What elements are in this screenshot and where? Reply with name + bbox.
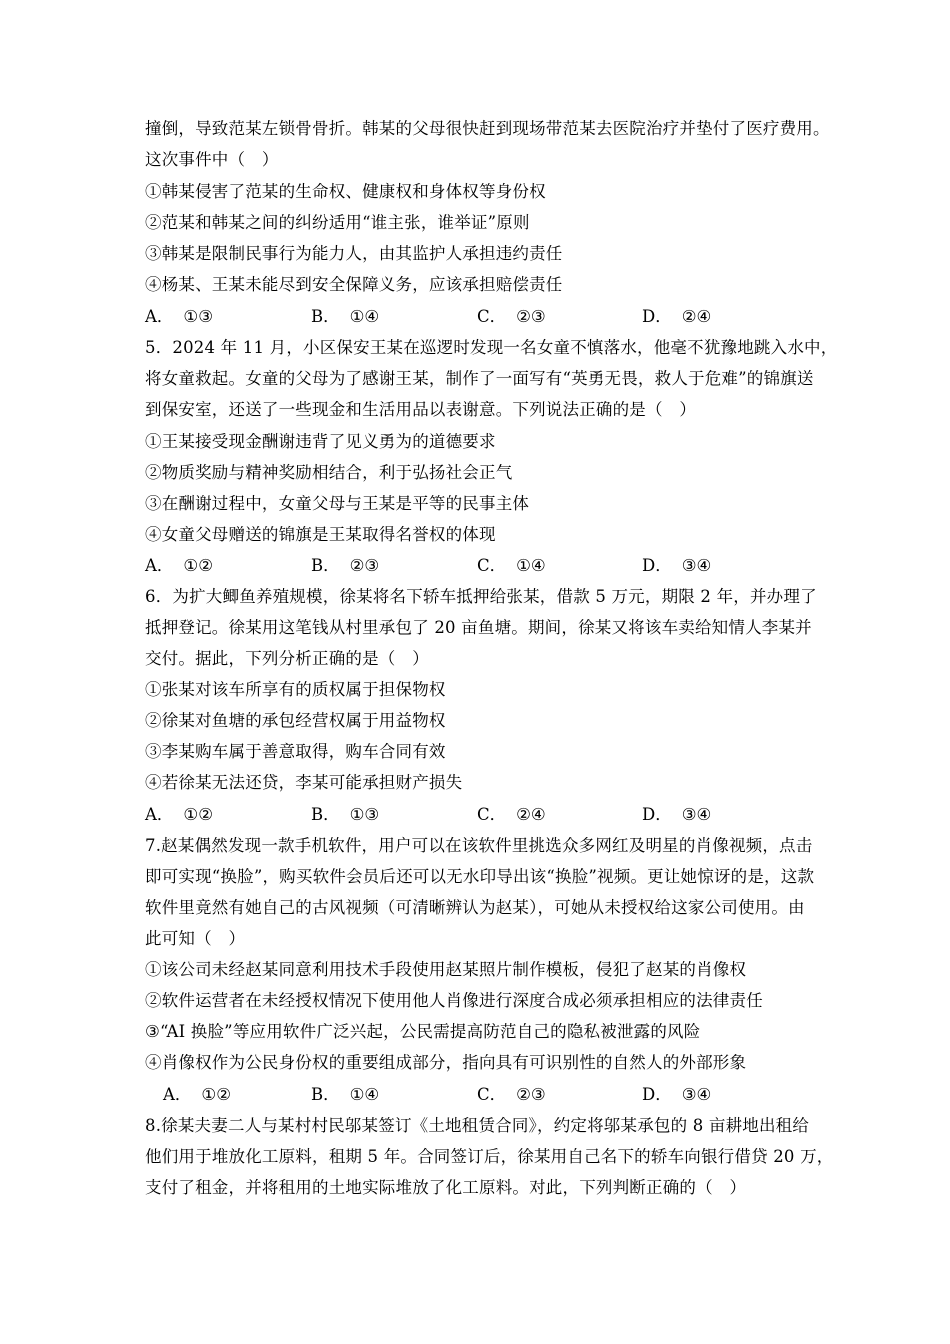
q4-stem-line-2: 这次事件中（ ）: [145, 150, 279, 169]
q5-stem-line-3: 到保安室，还送了一些现金和生活用品以表谢意。下列说法正确的是（ ）: [145, 400, 697, 419]
q4-option-a[interactable]: A． ①③: [145, 307, 214, 326]
q5-option-d[interactable]: D． ③④: [642, 556, 712, 575]
q6-statement-4: ④若徐某无法还贷，李某可能承担财产损失: [145, 773, 463, 792]
q7-statement-2: ②软件运营者在未经授权情况下使用他人肖像进行深度合成必须承担相应的法律责任: [145, 991, 763, 1010]
q7-option-b[interactable]: B． ①④: [311, 1085, 380, 1104]
q5-statement-4: ④女童父母赠送的锦旗是王某取得名誉权的体现: [145, 525, 496, 544]
q6-option-d[interactable]: D． ③④: [642, 805, 712, 824]
q6-statement-2: ②徐某对鱼塘的承包经营权属于用益物权: [145, 711, 446, 730]
q7-option-d[interactable]: D． ③④: [642, 1085, 712, 1104]
q7-stem-line-4: 此可知（ ）: [145, 929, 246, 948]
q6-stem-line-3: 交付。据此，下列分析正确的是（ ）: [145, 649, 429, 668]
q7-statement-3: ③“AI 换脸”等应用软件广泛兴起，公民需提高防范自己的隐私被泄露的风险: [145, 1022, 701, 1041]
q6-option-b[interactable]: B． ①③: [311, 805, 380, 824]
q5-statement-2: ②物质奖励与精神奖励相结合，利于弘扬社会正气: [145, 463, 513, 482]
q4-option-b[interactable]: B． ①④: [311, 307, 380, 326]
q8-stem-line-3: 支付了租金，并将租用的土地实际堆放了化工原料。对此，下列判断正确的（ ）: [145, 1178, 747, 1197]
q4-option-d[interactable]: D． ②④: [642, 307, 712, 326]
q5-statement-1: ①王某接受现金酬谢违背了见义勇为的道德要求: [145, 432, 496, 451]
q5-option-a[interactable]: A． ①②: [145, 556, 214, 575]
q7-statement-4: ④肖像权作为公民身份权的重要组成部分，指向具有可识别性的自然人的外部形象: [145, 1053, 747, 1072]
q7-option-a[interactable]: A． ①②: [163, 1085, 232, 1104]
q6-option-a[interactable]: A． ①②: [145, 805, 214, 824]
q5-stem-line-1: 5．2024 年 11 月，小区保安王某在巡逻时发现一名女童不慎落水，他毫不犹豫地跳入水中，: [145, 338, 838, 357]
q7-stem-line-3: 软件里竟然有她自己的古风视频（可清晰辨认为赵某），可她从未授权给这家公司使用。由: [145, 898, 805, 917]
q4-statement-3: ③韩某是限制民事行为能力人，由其监护人承担违约责任: [145, 244, 563, 263]
q7-statement-1: ①该公司未经赵某同意利用技术手段使用赵某照片制作模板，侵犯了赵某的肖像权: [145, 960, 747, 979]
q6-stem-line-2: 抵押登记。徐某用这笔钱从村里承包了 20 亩鱼塘。期间，徐某又将该车卖给知情人李某并: [145, 618, 812, 637]
q4-statement-1: ①韩某侵害了范某的生命权、健康权和身体权等身份权: [145, 182, 546, 201]
q4-option-c[interactable]: C． ②③: [477, 307, 546, 326]
q5-option-b[interactable]: B． ②③: [311, 556, 380, 575]
q4-statement-4: ④杨某、王某未能尽到安全保障义务，应该承担赔偿责任: [145, 275, 563, 294]
q5-option-c[interactable]: C． ①④: [477, 556, 546, 575]
q4-statement-2: ②范某和韩某之间的纠纷适用“谁主张，谁举证”原则: [145, 213, 530, 232]
q7-stem-line-1: 7.赵某偶然发现一款手机软件，用户可以在该软件里挑选众多网红及明星的肖像视频，点击: [145, 836, 813, 855]
q6-stem-line-1: 6．为扩大鲫鱼养殖规模，徐某将名下轿车抵押给张某，借款 5 万元，期限 2 年，并办理了: [145, 587, 817, 606]
q5-stem-line-2: 将女童救起。女童的父母为了感谢王某，制作了一面写有“英勇无畏，救人于危难”的锦旗送: [145, 369, 814, 388]
q5-statement-3: ③在酬谢过程中，女童父母与王某是平等的民事主体: [145, 494, 530, 513]
q8-stem-line-2: 他们用于堆放化工原料，租期 5 年。合同签订后，徐某用自己名下的轿车向银行借贷 20 万，: [145, 1147, 834, 1166]
q7-option-c[interactable]: C． ②③: [477, 1085, 546, 1104]
q4-stem-line-1: 撞倒，导致范某左锁骨骨折。韩某的父母很快赶到现场带范某去医院治疗并垫付了医疗费用。: [145, 119, 830, 138]
q6-statement-3: ③李某购车属于善意取得，购车合同有效: [145, 742, 446, 761]
q7-stem-line-2: 即可实现“换脸”，购买软件会员后还可以无水印导出该“换脸”视频。更让她惊讶的是，这款: [145, 867, 815, 886]
q8-stem-line-1: 8.徐某夫妻二人与某村村民邬某签订《土地租赁合同》，约定将邬某承包的 8 亩耕地出租给: [145, 1116, 810, 1135]
q6-option-c[interactable]: C． ②④: [477, 805, 546, 824]
q6-statement-1: ①张某对该车所享有的质权属于担保物权: [145, 680, 446, 699]
